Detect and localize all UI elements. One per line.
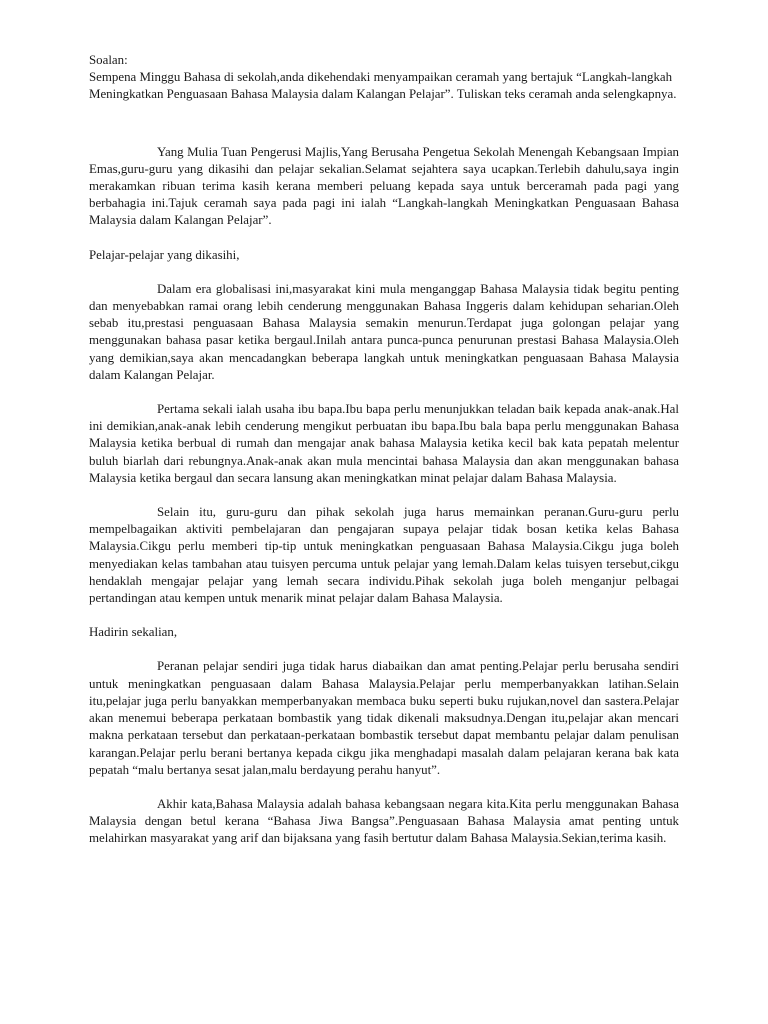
body-paragraph-students: Peranan pelajar sendiri juga tidak harus diabaikan dan amat penting.Pelajar perlu berusaha sendiri untuk meningkatkan penguasaan dalam Bahasa Malaysia.Pelajar perlu memperbanyakkan latihan.Selain itu,pelajar juga perlu banyakkan memperbanyakan membaca buku seperti buku rujukan,novel dan sastera.Pelajar akan menemui beberapa perkataan bombastik yang tidak dikenali maksudnya.Dengan itu,pelajar akan mencari makna perkataan tersebut dan perkataan-perkataan bombastik tersebut dapat membantu pelajar dalam penulisan karangan.Pelajar perlu berani bertanya kepada cikgu jika menghadapi masalah dalam pelajaran kerana bak kata pepatah “malu bertanya sesat jalan,malu berdayung perahu hanyut”. <box>89 659 679 777</box>
spacer <box>89 230 679 247</box>
spacer <box>89 104 679 144</box>
spacer <box>89 487 679 504</box>
question-label: Soalan: <box>89 53 128 67</box>
spacer <box>89 779 679 796</box>
greeting-audience: Hadirin sekalian, <box>89 625 178 640</box>
question-text: Sempena Minggu Bahasa di sekolah,anda dikehendaki menyampaikan ceramah yang bertajuk “Langkah-langkah Meningkatkan Penguasaan Bahasa Malaysia dalam Kalangan Pelajar”. Tuliskan teks ceramah anda selengkapnya. <box>89 70 677 102</box>
document-page <box>89 52 679 848</box>
spacer <box>89 264 679 281</box>
body-paragraph-teachers: Selain itu, guru-guru dan pihak sekolah juga harus memainkan peranan.Guru-guru perlu mempelbagaikan aktiviti pembelajaran dan pengajaran supaya pelajar tidak bosan ketika kelas Bahasa Malaysia.Cikgu perlu memberi tip-tip untuk meningkatkan penguasaan Bahasa Malaysia.Cikgu juga boleh menyediakan kelas tambahan atau tuisyen percuma untuk pelajar yang lemah.Dalam kelas tuisyen tersebut,cikgu hendaklah mengajar pelajar yang lemah secara individu.Pihak sekolah juga boleh menganjur pelbagai pertandingan atau kempen untuk menarik minat pelajar dalam Bahasa Malaysia. <box>89 505 679 606</box>
opening-paragraph: Yang Mulia Tuan Pengerusi Majlis,Yang Berusaha Pengetua Sekolah Menengah Kebangsaan Impian Emas,guru-guru yang dikasihi dan pelajar sekalian.Selamat sejahtera saya ucapkan.Terlebih dahulu,saya ingin merakamkan ribuan terima kasih kerana memberi peluang kepada saya untuk berceramah pada pagi yang berbahagia ini.Tajuk ceramah saya pada pagi ini ialah “Langkah-langkah Meningkatkan Penguasaan Bahasa Malaysia dalam Kalangan Pelajar”. <box>89 144 679 228</box>
spacer <box>89 607 679 624</box>
closing-paragraph: Akhir kata,Bahasa Malaysia adalah bahasa kebangsaan negara kita.Kita perlu menggunakan Bahasa Malaysia dengan betul kerana “Bahasa Jiwa Bangsa”.Penguasaan Bahasa Malaysia amat penting untuk melahirkan masyarakat yang arif dan bijaksana yang fasih bertutur dalam Bahasa Malaysia.Sekian,terima kasih. <box>89 796 679 846</box>
body-paragraph-globalisation: Dalam era globalisasi ini,masyarakat kini mula menganggap Bahasa Malaysia tidak begitu penting dan menyebabkan ramai orang lebih cenderung menggunakan Bahasa Inggeris dalam kehidupan seharian.Oleh sebab itu,prestasi penguasaan Bahasa Malaysia semakin menurun.Terdapat juga golongan pelajar yang menggunakan bahasa pasar ketika bergaul.Inilah antara punca-punca penurunan prestasi Bahasa Malaysia.Oleh yang demikian,saya akan mencadangkan beberapa langkah untuk meningkatkan penguasaan Bahasa Malaysia dalam Kalangan Pelajar. <box>89 281 679 382</box>
spacer <box>89 384 679 401</box>
body-paragraph-parents: Pertama sekali ialah usaha ibu bapa.Ibu bapa perlu menunjukkan teladan baik kepada anak-anak.Hal ini demikian,anak-anak lebih cenderung mengikut perbuatan ibu bapa.Ibu bala bapa perlu menggunakan Bahasa Malaysia ketika berbual di rumah dan mengajar anak bahasa Malaysia ketika kecil bak kata pepatah melentur buluh biarlah dari rebungnya.Anak-anak akan mula mencintai bahasa Malaysia dan akan menggunakan bahasa Malaysia ketika bergaul dan secara lansung akan meningkatkan minat pelajar dalam Bahasa Malaysia. <box>89 402 679 485</box>
greeting-students: Pelajar-pelajar yang dikasihi, <box>89 247 240 262</box>
spacer <box>89 641 679 658</box>
